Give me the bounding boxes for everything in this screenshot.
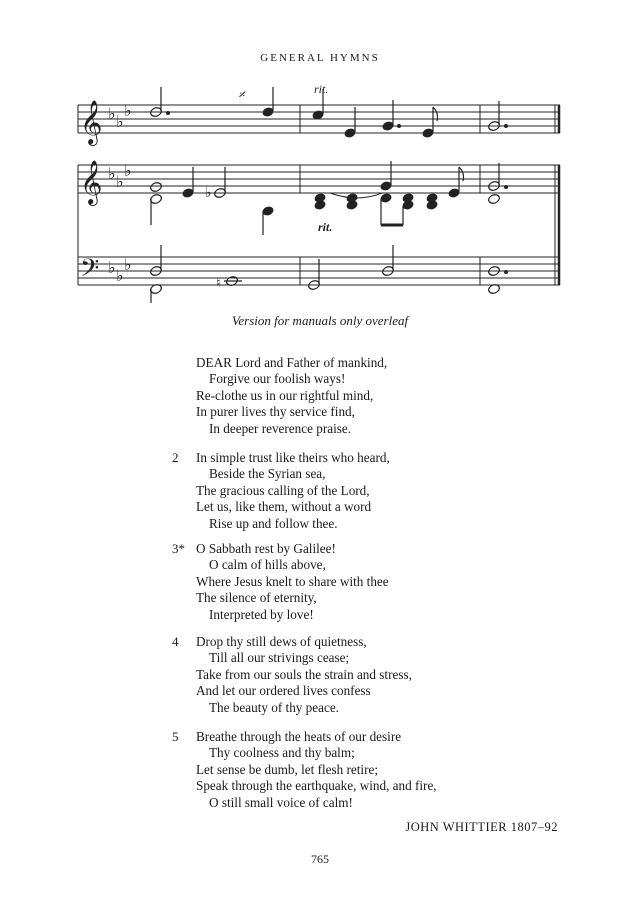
svg-text:♭: ♭ (108, 104, 116, 123)
svg-text:♭: ♭ (108, 258, 116, 277)
verse-line: In purer lives thy service find, (196, 404, 355, 420)
verse-line: Rise up and follow thee. (209, 515, 338, 531)
verse-2 (172, 450, 390, 532)
verse-line: Interpreted by love! (209, 606, 314, 622)
verse-line: In deeper reverence praise. (209, 420, 352, 436)
verse-line: Thy coolness and thy balm; (209, 745, 355, 761)
verse-line: Breathe through the heats of our desire (196, 729, 402, 744)
manuals-caption: Version for manuals only overleaf (231, 313, 409, 328)
verse-line: The gracious calling of the Lord, (196, 482, 370, 498)
rit-marking-top: rit. (314, 82, 329, 96)
verse-line: And let our ordered lives confess (196, 683, 371, 699)
verse-line: Speak through the earthquake, wind, and fire, (196, 778, 437, 794)
page-number: 765 (311, 852, 329, 866)
verse-number: 2 (172, 450, 179, 465)
svg-text:♭: ♭ (124, 161, 132, 180)
verse-line: O Sabbath rest by Galilee! (196, 541, 336, 556)
svg-text:♭: ♭ (108, 164, 116, 183)
svg-text:♭: ♭ (116, 266, 124, 285)
verse-number: 5 (172, 729, 179, 744)
svg-text:♭: ♭ (116, 112, 124, 131)
verse-number: 4 (172, 634, 179, 649)
verse-line: Forgive our foolish ways! (209, 371, 346, 387)
verse-line: Beside the Syrian sea, (209, 466, 326, 482)
music-score (60, 75, 580, 305)
svg-text:𝄞: 𝄞 (80, 160, 103, 204)
svg-text:♭: ♭ (124, 101, 132, 120)
svg-text:♭: ♭ (124, 255, 132, 274)
verse-line: Where Jesus knelt to share with thee (196, 573, 389, 589)
running-header: GENERAL HYMNS (260, 52, 380, 64)
verse-line: The silence of eternity, (196, 590, 317, 606)
svg-text:𝄞: 𝄞 (80, 100, 103, 144)
verse-line: O calm of hills above, (209, 557, 326, 573)
svg-text:♮: ♮ (216, 276, 221, 291)
rit-marking-middle: rit. (318, 220, 333, 234)
verse-5 (172, 729, 437, 811)
verse-1 (196, 355, 387, 437)
verse-line: In simple trust like theirs who heard, (196, 450, 390, 465)
verse-line: The beauty of thy peace. (209, 699, 339, 715)
verse-line: O still small voice of calm! (209, 794, 353, 810)
verse-line: Till all our strivings cease; (209, 650, 350, 666)
verse-line: Take from our souls the strain and stress, (196, 666, 412, 682)
verse-line: DEAR Lord and Father of mankind, (196, 355, 388, 370)
svg-text:♭: ♭ (116, 172, 124, 191)
svg-text:𝄎: 𝄎 (238, 87, 245, 102)
verse-4 (172, 634, 412, 716)
verse-line: Drop thy still dews of quietness, (196, 634, 367, 649)
verse-line: Re-clothe us in our rightful mind, (196, 387, 374, 403)
verse-3 (172, 541, 389, 623)
verse-line: Let sense be dumb, let flesh retire; (196, 761, 378, 777)
verse-line: Let us, like them, without a word (196, 499, 372, 515)
verse-number: 3* (172, 541, 185, 556)
svg-text:♭: ♭ (205, 185, 212, 201)
svg-text:𝄢: 𝄢 (80, 254, 100, 289)
author-credit: JOHN WHITTIER 1807–92 (405, 820, 558, 834)
